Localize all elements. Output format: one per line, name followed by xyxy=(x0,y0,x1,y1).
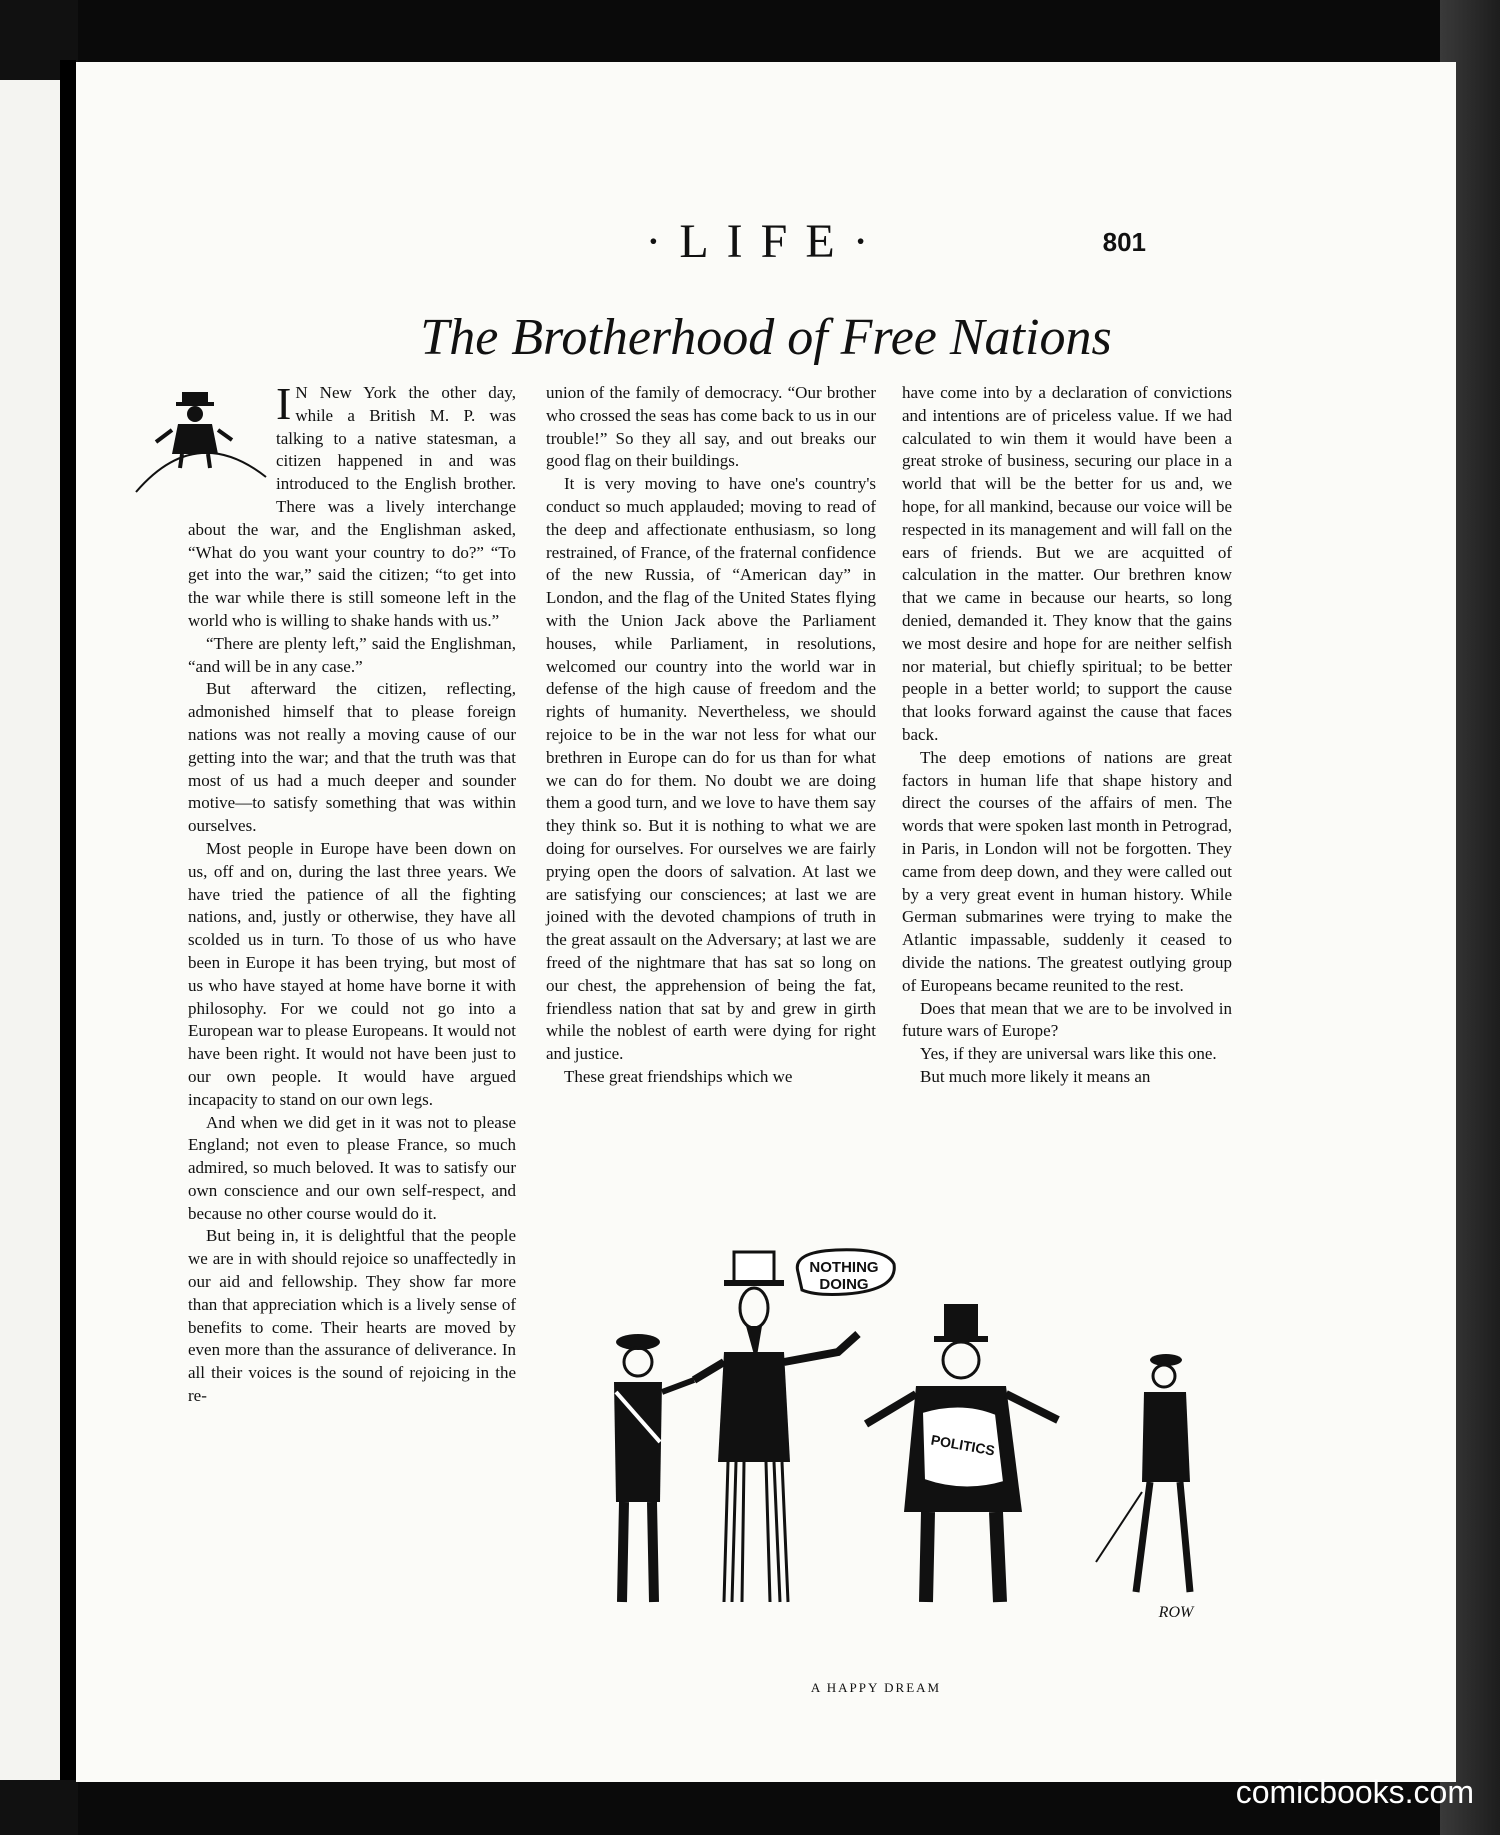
article-column-1 xyxy=(188,378,516,1408)
magazine-page xyxy=(76,62,1456,1782)
masthead: ·LIFE· xyxy=(645,215,887,268)
paragraph: Yes, if they are universal wars like this one. xyxy=(920,1044,1217,1064)
paragraph: union of the family of democracy. “Our brother who crossed the seas has come back to us in our trouble!” So they all say, and out breaks our good flag on their buildings. xyxy=(546,383,876,471)
paragraph: Most people in Europe have been down on us, off and on, during the last three years. We have tried the patience of all the fighting nations, and, justly or otherwise, they have all scolded us in turn. To those of us who have been in Europe it has been trying, but most of us who have stayed at home have borne it with philosophy. For we could not go into a European war to please Europeans. It would not have been right. It would not have been just to our own people. It would have argued incapacity to stand on our own legs. xyxy=(188,838,516,1109)
facing-page-edge xyxy=(0,80,60,1780)
speech-text-line1: NOTHING xyxy=(809,1259,879,1276)
cartoon-caption: A HAPPY DREAM xyxy=(810,1680,942,1695)
paragraph: But much more likely it means an xyxy=(920,1066,1151,1086)
paragraph: And when we did get in it was not to please England; not even to please France, so much admired, so much beloved. It was to satisfy our own conscience and our own self-respect, and because no other course would do it. xyxy=(188,1112,516,1223)
watermark: comicbooks.com xyxy=(1235,1774,1474,1810)
paragraph: The deep emotions of nations are great factors in human life that shape history and direct the courses of the affairs of men. The words that were spoken last month in Petrograd, in Paris, in London will not be forgotten. They came from deep down, and they were called out by a very great event in human history. While German submarines were trying to make the Atlantic impassable, suddenly it ceased to divide the nations. The greatest outlying group of Europeans became reunited to the rest. xyxy=(902,747,1232,995)
politics-sign-text: POLITICS xyxy=(929,1431,997,1459)
soldier-figure xyxy=(614,1334,694,1602)
artist-signature: ROW xyxy=(1158,1604,1194,1621)
drop-cap: I xyxy=(276,378,292,429)
paragraph: But being in, it is delightful that the people we are in with should rejoice so unaffectedly in our aid and fellowship. They show far more than that appreciation which is a lively sense of benefits to come. Their hearts are moved by even more than the assurance of deliverance. In all their voices is the sound of rejoicing in the re- xyxy=(188,1226,516,1406)
speech-bubble xyxy=(797,1250,894,1295)
article-column-2 xyxy=(546,382,876,1089)
paragraph: N New York the other day, while a British M. P. was talking to a native statesman, a citizen happened in and was introduced to the English brother. There was a lively interchange about the war, and the Englishman asked, “What do you want your country to do?” “To get into the war,” said the citizen; “to get into the war while there is still someone left in the world who is willing to shake hands with us.” xyxy=(188,383,516,630)
speech-text-line2: DOING xyxy=(819,1276,869,1293)
page-number: 801 xyxy=(1102,227,1146,257)
article-column-3 xyxy=(902,382,1232,1089)
uncle-sam-figure xyxy=(694,1252,858,1602)
paragraph: “There are plenty left,” said the Englishman, “and will be in any case.” xyxy=(188,633,516,676)
paragraph: But afterward the citizen, reflecting, admonished himself that to please foreign nations was not really a moving cause of our getting into the war; and that the truth was that most of us had a much deeper and sounder motive—to satisfy something that was within ourselves. xyxy=(188,679,516,836)
officer-figure xyxy=(1096,1354,1190,1592)
politics-figure xyxy=(866,1304,1058,1602)
paragraph: It is very moving to have one's country's conduct so much applauded; moving to read of the deep and affectionate enthusiasm, so long restrained, of France, of the fraternal confidence of the new Russia, of “American day” in London, and the flag of the United States flying with the Union Jack above the Parliament houses, while Parliament, in resolutions, welcomed our country into the world war in defense of the high cause of freedom and the rights of humanity. Nevertheless, we should rejoice to be in the war not less for what our brethren in Europe can do for us than for what we can do for them. No doubt we are doing them a good turn, and we love to have them say they think so. But it is nothing to what we are doing for ourselves. For ourselves we are fairly prying open the doors of salvation. At last we are satisfying our consciences; at last we are joined with the devoted champions of truth in the great assault on the Adversary; at last we are freed of the nightmare that has sat so long on our chest, the apprehension of being the fat, friendless nation that sat by and grew in girth while the noblest of earth were dying for right and justice. xyxy=(546,474,876,1064)
paragraph: Does that mean that we are to be involved in future wars of Europe? xyxy=(902,998,1232,1041)
paragraph: These great friendships which we xyxy=(564,1066,793,1086)
uncle-sam-globe-vignette xyxy=(126,382,276,512)
paragraph: have come into by a declaration of convictions and intentions are of priceless value. If we had calculated to win them it would have been a great stroke of business, securing our place in a world that will be the better for us and, we hope, for all mankind, because our voice will be respected in its management and will fall on the ears of friends. But we are acquitted of calculation in the matter. Our brethren know that we came in because our hearts, so long denied, demanded it. They know that the gains we most desire and hope for are neither selfish nor material, but chiefly spiritual; to be better people in a better world; to support the cause that looks forward against the cause that faces back. xyxy=(902,383,1232,744)
cartoon-illustration xyxy=(576,1242,1236,1672)
binding-gutter xyxy=(60,60,76,1780)
article-headline: The Brotherhood of Free Nations xyxy=(420,309,1112,366)
